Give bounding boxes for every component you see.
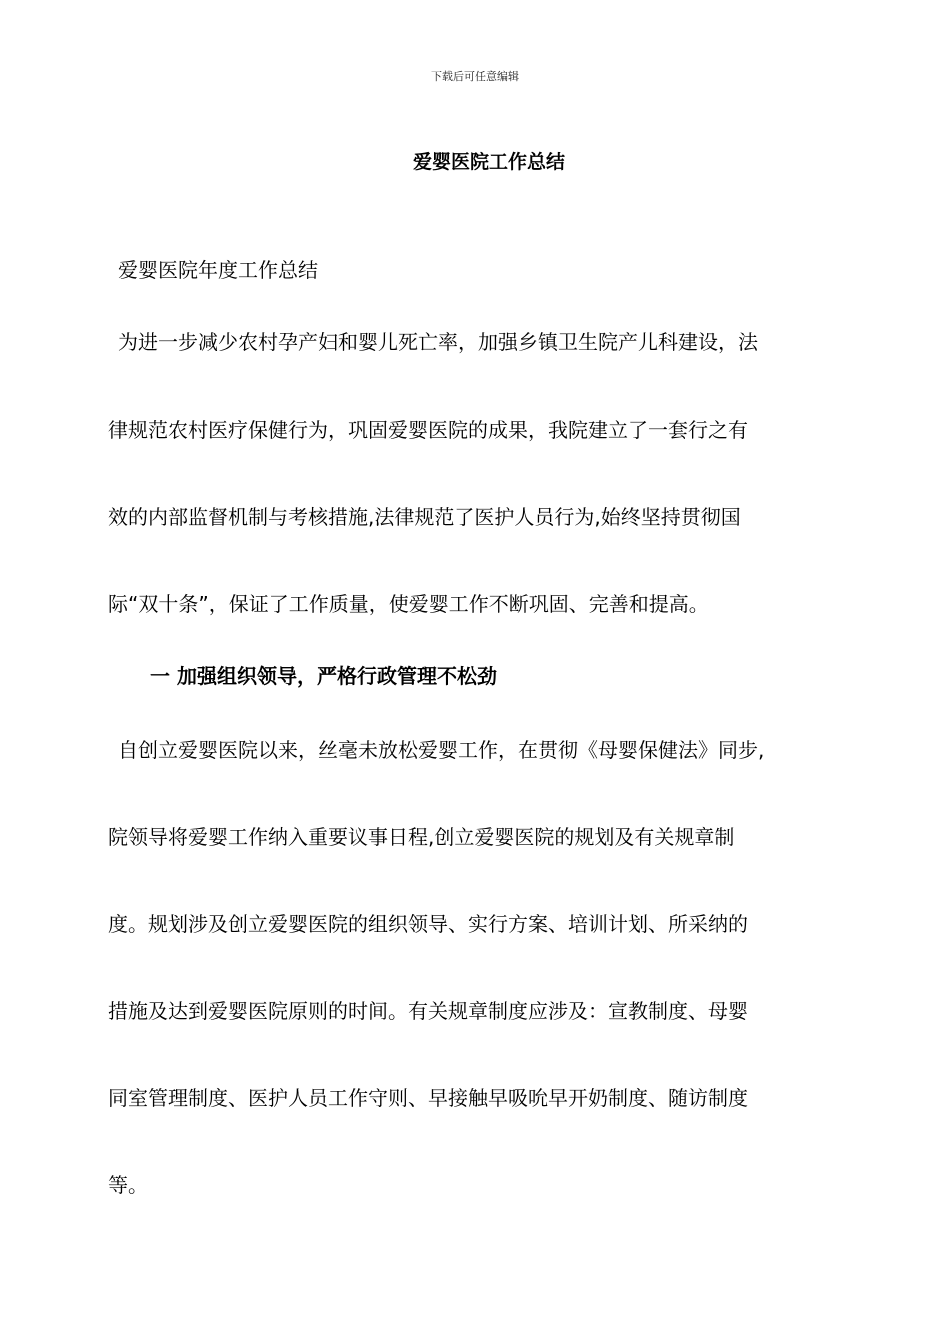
paragraph-line: 度。规划涉及创立爱婴医院的组织领导、实行方案、培训计划、所采纳的 bbox=[108, 912, 748, 936]
paragraph-line: 效的内部监督机制与考核措施,法律规范了医护人员行为,始终坚持贯彻国 bbox=[108, 505, 741, 529]
paragraph-line: 院领导将爱婴工作纳入重要议事日程,创立爱婴医院的规划及有关规章制 bbox=[108, 825, 735, 849]
paragraph-line: 际“双十条”，保证了工作质量，使爱婴工作不断巩固、完善和提高。 bbox=[108, 592, 709, 616]
document-subtitle: 爱婴医院年度工作总结 bbox=[118, 258, 318, 282]
paragraph-line: 自创立爱婴医院以来，丝毫未放松爱婴工作，在贯彻《母婴保健法》同步, bbox=[118, 738, 765, 762]
paragraph-line: 等。 bbox=[108, 1173, 148, 1197]
document-title: 爱婴医院工作总结 bbox=[412, 151, 565, 173]
paragraph-line: 为进一步减少农村孕产妇和婴儿死亡率，加强乡镇卫生院产儿科建设，法 bbox=[118, 330, 758, 354]
paragraph-line: 律规范农村医疗保健行为，巩固爱婴医院的成果，我院建立了一套行之有 bbox=[108, 418, 748, 442]
paragraph-line: 措施及达到爱婴医院原则的时间。有关规章制度应涉及：宣教制度、母婴 bbox=[108, 999, 748, 1023]
header-note: 下载后可任意编辑 bbox=[431, 70, 519, 83]
section-heading: 一 加强组织领导，严格行政管理不松劲 bbox=[150, 664, 497, 688]
paragraph-line: 同室管理制度、医护人员工作守则、早接触早吸吮早开奶制度、随访制度 bbox=[108, 1086, 748, 1110]
